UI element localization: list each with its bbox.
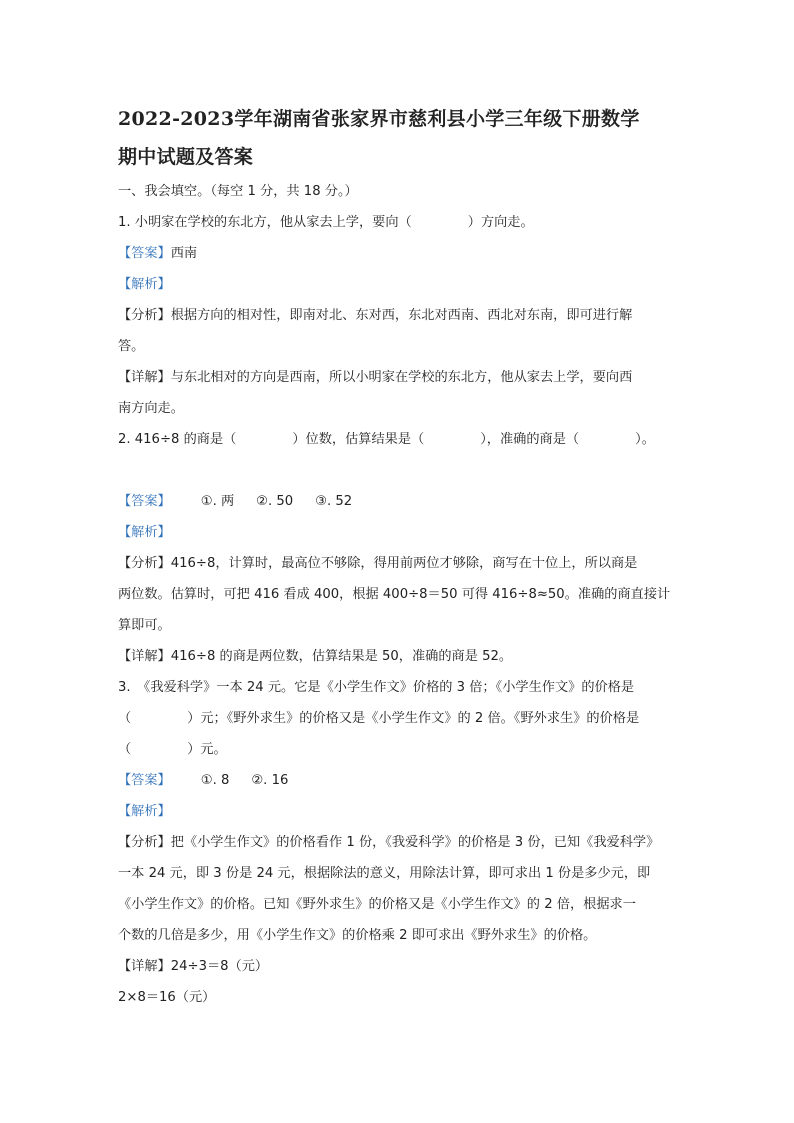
q1-answer bbox=[118, 238, 688, 269]
q3-detail bbox=[118, 951, 688, 982]
q2-answer-1: ①. 两 bbox=[200, 494, 235, 509]
q2-analysis-2: 两位数。估算时，可把 416 看成 400，根据 400÷8＝50 可得 416÷8≈50。准确的商直接计 bbox=[118, 587, 671, 602]
q2-analysis-1: 416÷8，计算时，最高位不够除，得用前两位才够除，商写在十位上，所以商是 bbox=[170, 556, 638, 571]
answer-tag: 【答案】 bbox=[118, 494, 171, 509]
q1-detail-2: 南方向走。 bbox=[118, 401, 184, 416]
q2-analysis bbox=[118, 548, 688, 579]
q1-analysis bbox=[118, 300, 688, 331]
q3-answer-2: ②. 16 bbox=[251, 773, 289, 788]
spacer bbox=[118, 455, 688, 486]
q2-analysis-3: 算即可。 bbox=[118, 618, 171, 633]
q2-stem-a: 2. 416÷8 的商是（ bbox=[118, 432, 237, 447]
q3-stem-3b: ）元。 bbox=[187, 742, 227, 757]
q2-stem-c: ），准确的商是（ bbox=[480, 432, 580, 447]
q1-detail-1: 与东北相对的方向是西南，所以小明家在学校的东北方，他从家去上学，要向西 bbox=[170, 370, 633, 385]
answer-tag: 【答案】 bbox=[118, 773, 171, 788]
document-page bbox=[118, 100, 688, 1013]
q3-stem-3 bbox=[118, 734, 688, 765]
q2-answer bbox=[118, 486, 688, 517]
q1-stem-a: 1. 小明家在学校的东北方，他从家去上学，要向（ bbox=[118, 215, 412, 230]
analysis-tag: 【分析】 bbox=[118, 308, 171, 323]
q1-detail bbox=[118, 362, 688, 393]
q1-stem bbox=[118, 207, 688, 238]
q2-stem-b: ）位数，估算结果是（ bbox=[292, 432, 425, 447]
q3-analysis-3: 《小学生作文》的价格。已知《野外求生》的价格又是《小学生作文》的 2 倍，根据求一 bbox=[118, 897, 636, 912]
q3-answer-1: ①. 8 bbox=[200, 773, 230, 788]
q3-analysis-1: 把《小学生作文》的价格看作 1 份，《我爱科学》的价格是 3 份，已知《我爱科学》 bbox=[170, 835, 660, 850]
q3-stem-1: 3. 《我爱科学》一本 24 元。它是《小学生作文》价格的 3 倍；《小学生作文》的价格是 bbox=[118, 680, 635, 695]
q2-explain-tag: 【解析】 bbox=[118, 525, 171, 540]
q2-stem bbox=[118, 424, 688, 455]
detail-tag: 【详解】 bbox=[118, 959, 171, 974]
analysis-tag: 【分析】 bbox=[118, 556, 171, 571]
q1-answer-text: 西南 bbox=[170, 246, 198, 261]
q3-explain-tag: 【解析】 bbox=[118, 804, 171, 819]
analysis-tag: 【分析】 bbox=[118, 835, 171, 850]
answer-tag: 【答案】 bbox=[118, 246, 171, 261]
q3-detail-2: 2×8＝16（元） bbox=[118, 990, 216, 1005]
q2-detail bbox=[118, 641, 688, 672]
q2-detail-text: 416÷8 的商是两位数，估算结果是 50，准确的商是 52。 bbox=[170, 649, 513, 664]
q2-answer-3: ③. 52 bbox=[315, 494, 353, 509]
q1-explain-tag: 【解析】 bbox=[118, 277, 171, 292]
q1-stem-b: ）方向走。 bbox=[467, 215, 534, 230]
q3-analysis bbox=[118, 827, 688, 858]
q2-answer-2: ②. 50 bbox=[256, 494, 294, 509]
q3-analysis-2: 一本 24 元，即 3 份是 24 元，根据除法的意义，用除法计算，即可求出 1 份是多少元，即 bbox=[118, 866, 651, 881]
detail-tag: 【详解】 bbox=[118, 649, 171, 664]
q3-answer bbox=[118, 765, 688, 796]
doc-title-line1: 2022-2023学年湖南省张家界市慈利县小学三年级下册数学 bbox=[118, 108, 640, 130]
q1-analysis-1: 根据方向的相对性，即南对北、东对西，东北对西南、西北对东南，即可进行解 bbox=[170, 308, 633, 323]
q3-stem-2 bbox=[118, 703, 688, 734]
doc-title-line2: 期中试题及答案 bbox=[118, 146, 254, 168]
q1-analysis-2: 答。 bbox=[118, 339, 145, 354]
q2-stem-d: ）。 bbox=[635, 432, 655, 447]
detail-tag: 【详解】 bbox=[118, 370, 171, 385]
q3-stem-3a: （ bbox=[118, 742, 132, 757]
section-heading: 一、我会填空。（每空 1 分，共 18 分。） bbox=[118, 184, 358, 199]
q3-detail-1: 24÷3＝8（元） bbox=[170, 959, 269, 974]
q3-analysis-4: 个数的几倍是多少，用《小学生作文》的价格乘 2 即可求出《野外求生》的价格。 bbox=[118, 928, 597, 943]
q3-stem-2b: ）元；《野外求生》的价格又是《小学生作文》的 2 倍。《野外求生》的价格是 bbox=[187, 711, 640, 726]
q3-stem-2a: （ bbox=[118, 711, 132, 726]
